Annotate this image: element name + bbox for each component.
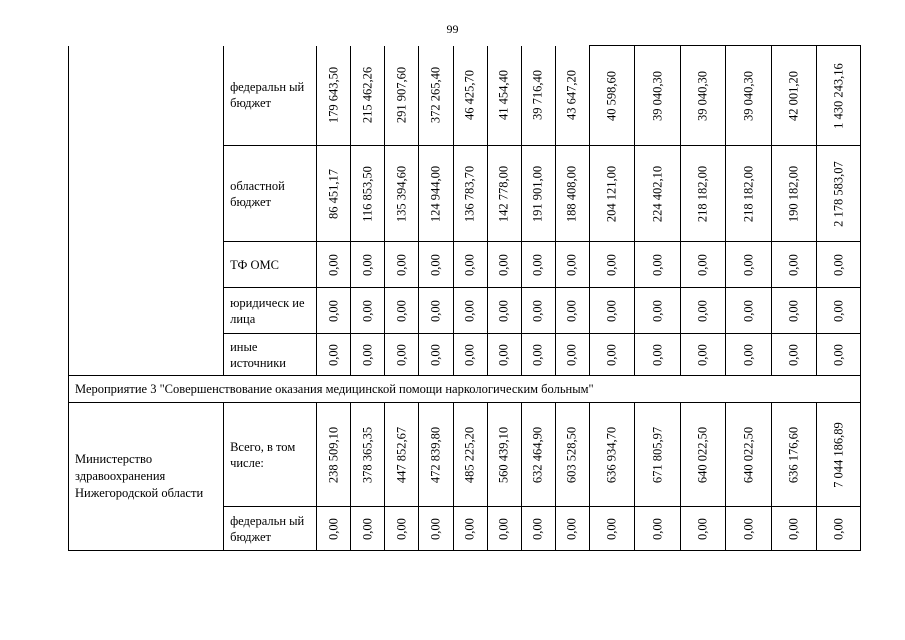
- value-text: 0,00: [604, 253, 619, 276]
- value-cell: [555, 507, 589, 551]
- value-cell: [680, 242, 725, 288]
- value-text: 0,00: [831, 343, 846, 366]
- value-text: 39 040,30: [741, 70, 756, 121]
- page-number: 99: [446, 22, 459, 36]
- value-cell: [521, 507, 555, 551]
- value-cell: [419, 288, 453, 334]
- value-text: 0,00: [604, 517, 619, 540]
- value-cell: [487, 46, 521, 146]
- value-text: 2 178 583,07: [831, 160, 846, 227]
- value-text: 0,00: [786, 517, 801, 540]
- value-cell: [385, 507, 419, 551]
- value-cell: [419, 403, 453, 507]
- value-text: 191 901,00: [530, 165, 545, 222]
- value-cell: [635, 507, 680, 551]
- value-text: 0,00: [496, 343, 511, 366]
- value-text: 0,00: [741, 253, 756, 276]
- value-text: 0,00: [564, 517, 579, 540]
- funding-source-label: иные источники: [224, 334, 317, 376]
- value-text: 0,00: [530, 299, 545, 322]
- value-text: 0,00: [496, 517, 511, 540]
- value-cell: [521, 242, 555, 288]
- value-text: 0,00: [786, 343, 801, 366]
- value-text: 372 265,40: [428, 67, 443, 124]
- value-text: 0,00: [360, 343, 375, 366]
- value-text: 190 182,00: [786, 165, 801, 222]
- value-cell: [317, 46, 351, 146]
- value-text: 0,00: [695, 343, 710, 366]
- value-cell: [590, 334, 635, 376]
- value-text: 0,00: [530, 343, 545, 366]
- value-text: 0,00: [831, 517, 846, 540]
- value-text: 179 643,50: [326, 67, 341, 124]
- value-text: 142 778,00: [496, 165, 511, 222]
- value-cell: [726, 334, 771, 376]
- value-cell: [817, 403, 861, 507]
- value-cell: [419, 242, 453, 288]
- value-cell: [487, 334, 521, 376]
- value-text: 0,00: [741, 517, 756, 540]
- value-cell: [726, 288, 771, 334]
- value-cell: [521, 334, 555, 376]
- value-text: 0,00: [786, 299, 801, 322]
- value-text: 0,00: [496, 299, 511, 322]
- value-text: 0,00: [326, 343, 341, 366]
- value-cell: [317, 403, 351, 507]
- value-cell: [771, 146, 816, 242]
- value-text: 215 462,26: [360, 67, 375, 124]
- funding-source-label: юридическ ие лица: [224, 288, 317, 334]
- funding-source-label: Всего, в том числе:: [224, 403, 317, 507]
- value-text: 0,00: [394, 253, 409, 276]
- value-text: 447 852,67: [394, 426, 409, 483]
- value-cell: [419, 46, 453, 146]
- value-cell: [453, 403, 487, 507]
- value-text: 0,00: [786, 253, 801, 276]
- value-text: 291 907,60: [394, 67, 409, 124]
- value-text: 632 464,90: [530, 426, 545, 483]
- value-cell: [680, 146, 725, 242]
- value-cell: [680, 46, 725, 146]
- value-text: 378 365,35: [360, 426, 375, 483]
- value-cell: [680, 288, 725, 334]
- value-text: 0,00: [650, 517, 665, 540]
- value-text: 42 001,20: [786, 70, 801, 121]
- budget-table: [68, 45, 861, 551]
- value-text: 41 454,40: [496, 70, 511, 121]
- value-cell: [521, 146, 555, 242]
- value-text: 0,00: [650, 343, 665, 366]
- value-cell: [771, 242, 816, 288]
- value-text: 0,00: [326, 517, 341, 540]
- value-cell: [817, 334, 861, 376]
- executor-cell: Министерство здравоохранения Нижегородской области: [69, 403, 224, 551]
- value-cell: [635, 288, 680, 334]
- value-cell: [453, 146, 487, 242]
- value-text: 0,00: [360, 253, 375, 276]
- value-text: 603 528,50: [564, 426, 579, 483]
- value-text: 671 805,97: [650, 426, 665, 483]
- value-text: 0,00: [428, 517, 443, 540]
- value-cell: [590, 46, 635, 146]
- value-text: 116 853,50: [360, 165, 375, 222]
- value-cell: [317, 507, 351, 551]
- value-cell: [771, 46, 816, 146]
- value-cell: [555, 46, 589, 146]
- value-cell: [555, 146, 589, 242]
- value-cell: [453, 46, 487, 146]
- value-cell: [771, 334, 816, 376]
- value-text: 0,00: [695, 517, 710, 540]
- value-text: 0,00: [394, 299, 409, 322]
- value-text: 0,00: [695, 253, 710, 276]
- value-text: 0,00: [831, 253, 846, 276]
- value-text: 0,00: [394, 343, 409, 366]
- value-cell: [590, 242, 635, 288]
- value-cell: [351, 403, 385, 507]
- value-text: 1 430 243,16: [831, 62, 846, 129]
- value-cell: [419, 334, 453, 376]
- value-cell: [453, 288, 487, 334]
- value-cell: [817, 288, 861, 334]
- funding-source-label: областной бюджет: [224, 146, 317, 242]
- value-text: 224 402,10: [650, 165, 665, 222]
- value-text: 238 509,10: [326, 426, 341, 483]
- value-text: 39 040,30: [695, 70, 710, 121]
- value-cell: [726, 507, 771, 551]
- value-text: 0,00: [530, 517, 545, 540]
- value-cell: [385, 146, 419, 242]
- value-cell: [351, 146, 385, 242]
- table-row: [69, 46, 861, 146]
- value-text: 39 716,40: [530, 70, 545, 121]
- value-cell: [351, 46, 385, 146]
- value-text: 636 934,70: [604, 426, 619, 483]
- value-text: 472 839,80: [428, 426, 443, 483]
- value-text: 0,00: [650, 299, 665, 322]
- value-text: 0,00: [360, 517, 375, 540]
- value-cell: [317, 242, 351, 288]
- value-cell: [771, 288, 816, 334]
- value-cell: [487, 146, 521, 242]
- value-cell: [351, 242, 385, 288]
- value-cell: [385, 46, 419, 146]
- value-cell: [635, 403, 680, 507]
- value-cell: [635, 146, 680, 242]
- value-cell: [771, 507, 816, 551]
- funding-source-label: федеральн ый бюджет: [224, 46, 317, 146]
- value-cell: [487, 242, 521, 288]
- funding-source-label: ТФ ОМС: [224, 242, 317, 288]
- value-text: 0,00: [695, 299, 710, 322]
- value-cell: [555, 288, 589, 334]
- value-text: 39 040,30: [650, 70, 665, 121]
- value-text: 640 022,50: [741, 426, 756, 483]
- value-text: 124 944,00: [428, 165, 443, 222]
- value-text: 46 425,70: [462, 70, 477, 121]
- value-text: 0,00: [428, 343, 443, 366]
- value-cell: [351, 507, 385, 551]
- value-cell: [385, 403, 419, 507]
- value-cell: [817, 507, 861, 551]
- value-text: 0,00: [462, 517, 477, 540]
- value-text: 7 044 186,89: [831, 421, 846, 488]
- value-cell: [521, 403, 555, 507]
- value-text: 636 176,60: [786, 426, 801, 483]
- event-title: Мероприятие 3 "Совершенствование оказания медицинской помощи наркологическим больным": [69, 376, 861, 403]
- value-cell: [487, 507, 521, 551]
- value-text: 43 647,20: [564, 70, 579, 121]
- value-cell: [385, 288, 419, 334]
- value-cell: [351, 334, 385, 376]
- value-text: 135 394,60: [394, 165, 409, 222]
- value-text: 640 022,50: [695, 426, 710, 483]
- value-text: 0,00: [326, 299, 341, 322]
- value-text: 0,00: [496, 253, 511, 276]
- value-text: 204 121,00: [604, 165, 619, 222]
- value-cell: [635, 334, 680, 376]
- value-text: 218 182,00: [695, 165, 710, 222]
- executor-cell-empty: [69, 46, 224, 376]
- value-text: 0,00: [741, 343, 756, 366]
- value-text: 40 598,60: [604, 70, 619, 121]
- value-cell: [590, 507, 635, 551]
- value-cell: [726, 146, 771, 242]
- value-text: 0,00: [604, 299, 619, 322]
- table-row: [69, 403, 861, 507]
- value-text: 0,00: [326, 253, 341, 276]
- value-cell: [555, 334, 589, 376]
- value-cell: [521, 46, 555, 146]
- funding-source-label: федеральн ый бюджет: [224, 507, 317, 551]
- value-cell: [726, 403, 771, 507]
- value-text: 0,00: [462, 253, 477, 276]
- value-text: 0,00: [564, 299, 579, 322]
- value-text: 0,00: [360, 299, 375, 322]
- value-cell: [317, 288, 351, 334]
- value-text: 0,00: [564, 343, 579, 366]
- value-cell: [385, 242, 419, 288]
- value-text: 485 225,20: [462, 426, 477, 483]
- value-cell: [817, 46, 861, 146]
- value-cell: [726, 242, 771, 288]
- value-cell: [317, 334, 351, 376]
- value-text: 0,00: [564, 253, 579, 276]
- value-text: 0,00: [462, 343, 477, 366]
- value-cell: [453, 334, 487, 376]
- value-cell: [590, 146, 635, 242]
- value-cell: [419, 146, 453, 242]
- value-cell: [351, 288, 385, 334]
- value-cell: [419, 507, 453, 551]
- value-cell: [521, 288, 555, 334]
- value-cell: [590, 288, 635, 334]
- value-text: 0,00: [428, 299, 443, 322]
- value-cell: [590, 403, 635, 507]
- value-cell: [453, 507, 487, 551]
- value-text: 86 451,17: [326, 168, 341, 219]
- value-cell: [817, 242, 861, 288]
- value-cell: [487, 403, 521, 507]
- value-cell: [680, 334, 725, 376]
- value-text: 0,00: [604, 343, 619, 366]
- value-text: 0,00: [462, 299, 477, 322]
- value-text: 0,00: [741, 299, 756, 322]
- value-text: 0,00: [831, 299, 846, 322]
- value-text: 0,00: [530, 253, 545, 276]
- value-text: 560 439,10: [496, 426, 511, 483]
- value-cell: [487, 288, 521, 334]
- value-text: 218 182,00: [741, 165, 756, 222]
- value-cell: [771, 403, 816, 507]
- value-cell: [453, 242, 487, 288]
- value-text: 188 408,00: [564, 165, 579, 222]
- value-cell: [635, 242, 680, 288]
- value-cell: [680, 507, 725, 551]
- value-text: 0,00: [428, 253, 443, 276]
- value-cell: [555, 242, 589, 288]
- value-text: 136 783,70: [462, 165, 477, 222]
- value-cell: [817, 146, 861, 242]
- value-cell: [635, 46, 680, 146]
- value-cell: [385, 334, 419, 376]
- value-cell: [680, 403, 725, 507]
- value-cell: [317, 146, 351, 242]
- value-cell: [555, 403, 589, 507]
- value-cell: [726, 46, 771, 146]
- value-text: 0,00: [650, 253, 665, 276]
- value-text: 0,00: [394, 517, 409, 540]
